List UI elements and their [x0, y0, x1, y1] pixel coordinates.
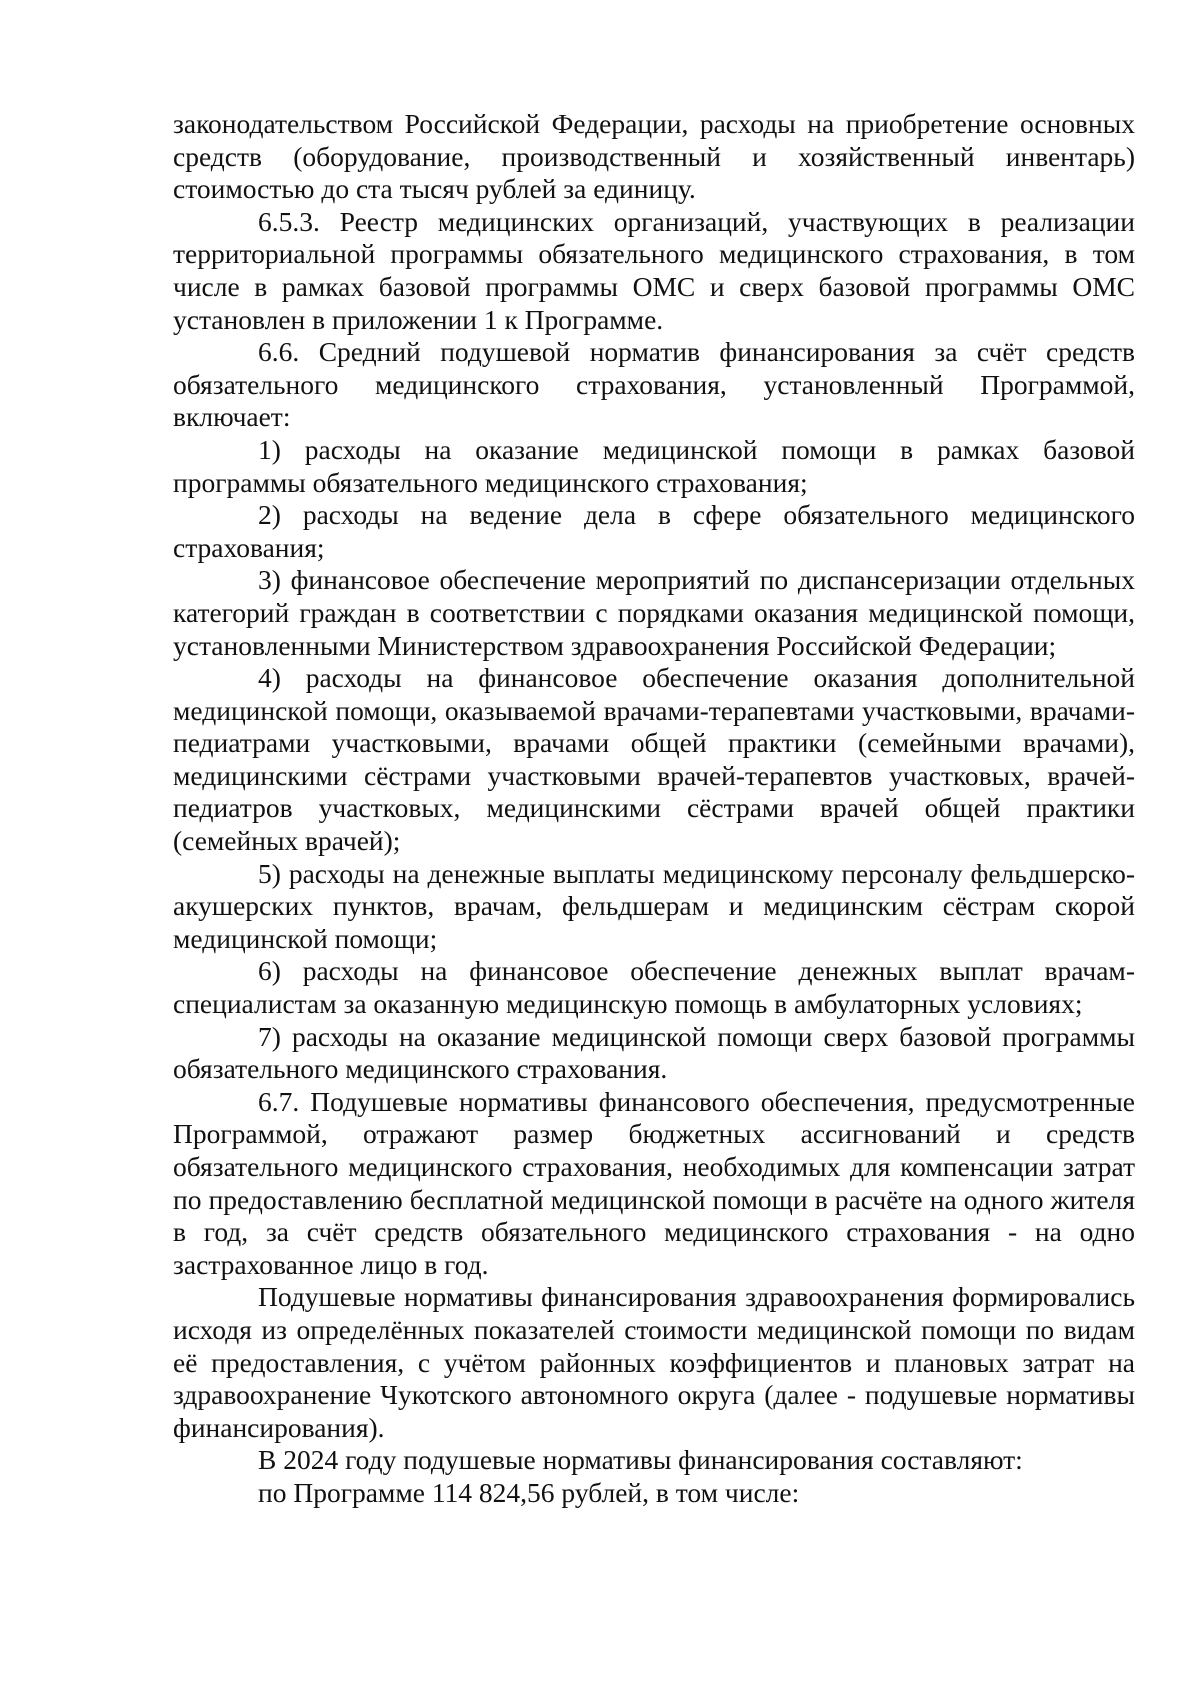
paragraph-program-total: по Программе 114 824,56 рублей, в том числе:	[258, 1476, 800, 1508]
document-page	[173, 108, 1135, 1510]
list-item-1: 1) расходы на оказание медицинской помощи в рамках базовой программы обязательного медицинского страхования;	[173, 433, 1135, 498]
paragraph-2024-norms: В 2024 году подушевые нормативы финансирования составляют:	[258, 1444, 1023, 1476]
list-item-5: 5) расходы на денежные выплаты медицинскому персоналу фельдшерско-акушерских пунктов, врачам, фельдшерам и медицинским сёстрам скорой медицинской помощи;	[173, 857, 1135, 954]
list-item-3: 3) финансовое обеспечение мероприятий по диспансеризации отдельных категорий граждан в соответствии с порядками оказания медицинской помощи, установленными Министерством здравоохранения Российской Федерации;	[173, 564, 1135, 661]
paragraph-6-5-3: 6.5.3. Реестр медицинских организаций, участвующих в реализации территориальной программы обязательного медицинского страхования, в том числе в рамках базовой программы ОМС и сверх базовой программы ОМС установлен в приложении 1 к Программе.	[173, 205, 1135, 335]
paragraph-continuation: законодательством Российской Федерации, расходы на приобретение основных средств (оборудование, производственный и хозяйственный инвентарь) стоимостью до ста тысяч рублей за единицу.	[173, 108, 1135, 205]
paragraph-per-capita-norms: Подушевые нормативы финансирования здравоохранения формировались исходя из определённых показателей стоимости медицинской помощи по видам её предоставления, с учётом районных коэффициентов и плановых затрат на здравоохранение Чукотского автономного округа (далее - подушевые нормативы финансирования).	[173, 1281, 1135, 1443]
list-item-7: 7) расходы на оказание медицинской помощи сверх базовой программы обязательного медицинского страхования.	[173, 1020, 1135, 1085]
list-item-2: 2) расходы на ведение дела в сфере обязательного медицинского страхования;	[173, 499, 1135, 563]
list-item-4: 4) расходы на финансовое обеспечение оказания дополнительной медицинской помощи, оказываемой врачами-терапевтами участковыми, врачами-педиатрами участковыми, врачами общей практики (семейными врачами), медицинскими сёстрами участковыми врачей-терапевтов участковых, врачей-педиатров участковых, медицинскими сёстрами врачей общей практики (семейных врачей);	[173, 662, 1135, 857]
paragraph-6-6: 6.6. Средний подушевой норматив финансирования за счёт средств обязательного медицинского страхования, установленный Программой, включает:	[173, 336, 1135, 433]
list-item-6: 6) расходы на финансовое обеспечение денежных выплат врачам-специалистам за оказанную медицинскую помощь в амбулаторных условиях;	[173, 955, 1135, 1020]
paragraph-6-7: 6.7. Подушевые нормативы финансового обеспечения, предусмотренные Программой, отражают размер бюджетных ассигнований и средств обязательного медицинского страхования, необходимых для компенсации затрат по предоставлению бесплатной медицинской помощи в расчёте на одного жителя в год, за счёт средств обязательного медицинского страхования - на одно застрахованное лицо в год.	[173, 1085, 1135, 1280]
